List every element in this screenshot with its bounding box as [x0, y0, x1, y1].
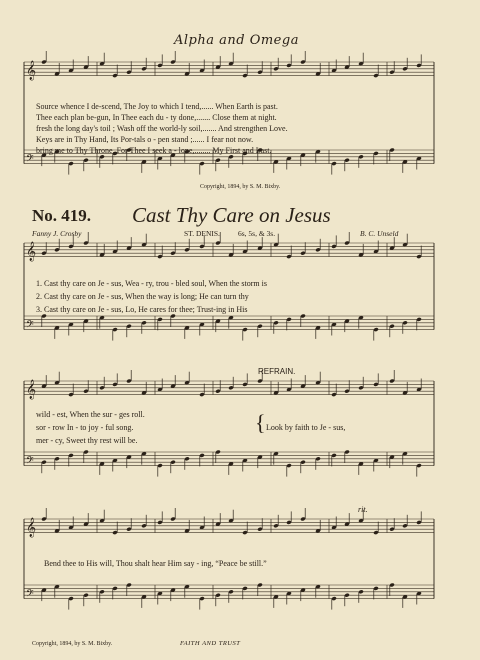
verse-3-line-a: 3. Cast thy care on Je - sus, Lo, He cares for thee; Trust-ing in His [36, 305, 248, 314]
bass-clef-icon: 𝄢 [26, 454, 34, 469]
top-copyright: Copyright, 1894, by S. M. Bixby. [200, 184, 281, 190]
refrain-line: Look by faith to Je - sus, [266, 423, 346, 432]
bass-clef-icon: 𝄢 [26, 587, 34, 602]
top-verse-line-5: bring me to Thy Throne. For Thee I seek a - lone,........ My First and Last. [36, 146, 272, 155]
bass-clef-icon: 𝄢 [26, 318, 34, 333]
verse-1-line-a: 1. Cast thy care on Je - sus, Wea - ry, trou - bled soul, When the storm is [36, 279, 267, 288]
refrain-label: REFRAIN. [258, 367, 296, 376]
hymn-tune: ST. DENIS. [184, 229, 220, 238]
verse-2-line-b: sor - row In - to joy - ful song. [36, 423, 134, 432]
final-lyric-line: Bend thee to His will, Thou shalt hear Him say - ing, “Peace be still.” [44, 559, 267, 568]
treble-clef-icon: 𝄞 [26, 379, 37, 400]
verse-3-line-b: mer - cy, Sweet thy rest will be. [36, 436, 138, 445]
bass-clef-icon: 𝄢 [26, 152, 34, 167]
verse-1-line-b: wild - est, When the sur - ges roll. [36, 410, 145, 419]
treble-clef-icon: 𝄞 [26, 241, 37, 262]
top-verse-line-3: fresh the long day's toil ; Wash off the world-ly soil,....... And strengthen Love. [36, 124, 288, 133]
top-verse-line-1: Source whence I de-scend, The Joy to which I tend,...... When Earth is past. [36, 102, 278, 111]
hymn-composer: B. C. Unseld [360, 229, 399, 238]
bottom-copyright: Copyright, 1894, by S. M. Bixby. [32, 641, 113, 647]
treble-clef-icon: 𝄞 [26, 60, 37, 81]
hymn-meter: 6s, 5s, & 3s. [238, 229, 276, 238]
top-verse-line-2: Thee each plan be-gun, In Thee each du - ty done,....... Close them at night. [36, 113, 277, 122]
treble-clef-icon: 𝄞 [26, 517, 37, 538]
hymn-number: No. 419. [32, 206, 92, 225]
hymn-title: Cast Thy Care on Jesus [132, 203, 331, 227]
hymn-author: Fanny J. Crosby [32, 229, 82, 238]
top-hymn-header: Alpha and Omega [174, 33, 299, 48]
top-verse-line-4: Keys are in Thy Hand, Its Por-tals o - pen stand ;...... I fear not now. [36, 135, 254, 144]
section-title: FAITH AND TRUST [180, 640, 241, 647]
verse-2-line-a: 2. Cast thy care on Je - sus, When the way is long; He can turn thy [36, 292, 249, 301]
verse-brace: { [255, 410, 266, 435]
rit-marking: rit. [358, 505, 368, 514]
